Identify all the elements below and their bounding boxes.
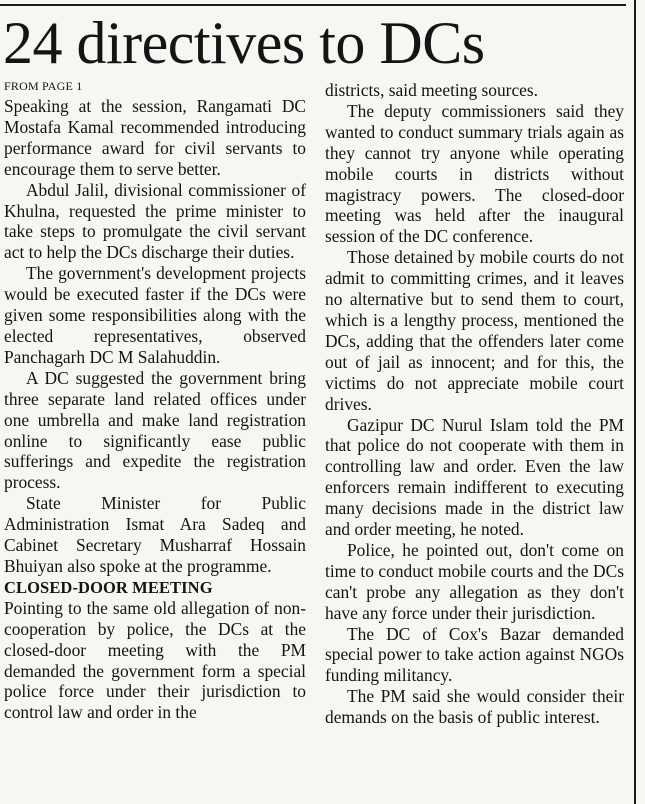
right-column [325, 80, 624, 728]
paragraph: Speaking at the session, Rangamati DC Mostafa Kamal recommended introducing performance award for civil servants to encourage them to serve better. [4, 96, 306, 179]
top-rule [0, 4, 626, 6]
column-rule-right [634, 0, 636, 804]
paragraph: A DC suggested the government bring three separate land related offices under one umbrella and make land registration online to significantly ease public sufferings and expedite the registration process. [4, 367, 306, 493]
paragraph: The PM said she would consider their demands on the basis of public interest. [325, 686, 624, 728]
paragraph: Gazipur DC Nurul Islam told the PM that police do not cooperate with them in controlling law and order. Even the law enforcers remain indifferent to executing many decisions made in the district law and order meeting, he noted. [325, 414, 624, 540]
paragraph: districts, said meeting sources. [325, 80, 538, 100]
paragraph: The deputy commissioners said they wanted to conduct summary trials again as they cannot try anyone while operating mobile courts in districts without magistracy powers. The closed-door meeting was held after the inaugural session of the DC conference. [325, 100, 624, 247]
continued-from-kicker: FROM PAGE 1 [4, 79, 83, 93]
paragraph: Abdul Jalil, divisional commissioner of Khulna, requested the prime minister to take steps to promulgate the civil servant act to help the DCs discharge their duties. [4, 179, 306, 263]
paragraph: The government's development projects would be executed faster if the DCs were given some responsibilities along with the elected representatives, observed Panchagarh DC M Salahuddin. [4, 263, 306, 367]
paragraph: The DC of Cox's Bazar demanded special power to take action against NGOs funding militancy. [325, 623, 624, 686]
left-column [4, 76, 306, 723]
section-subhead: CLOSED-DOOR MEETING [4, 577, 213, 597]
paragraph: Those detained by mobile courts do not admit to committing crimes, and it leaves no alternative but to send them to court, which is a lengthy process, mentioned the DCs, adding that the offenders later come out of jail as innocent; and for this, the victims do not appreciate mobile court drives. [325, 247, 624, 414]
paragraph: State Minister for Public Administration Ismat Ara Sadeq and Cabinet Secretary Musharraf Hossain Bhuiyan also spoke at the programme. [4, 493, 306, 576]
paragraph: Pointing to the same old allegation of non-cooperation by police, the DCs at the closed-door meeting with the PM demanded the government form a special police force under their jurisdiction to control law and order in the [4, 597, 306, 723]
headline: 24 directives to DCs [3, 10, 485, 76]
paragraph: Police, he pointed out, don't come on time to conduct mobile courts and the DCs can't probe any allegation as they don't have any force under their jurisdiction. [325, 539, 624, 623]
